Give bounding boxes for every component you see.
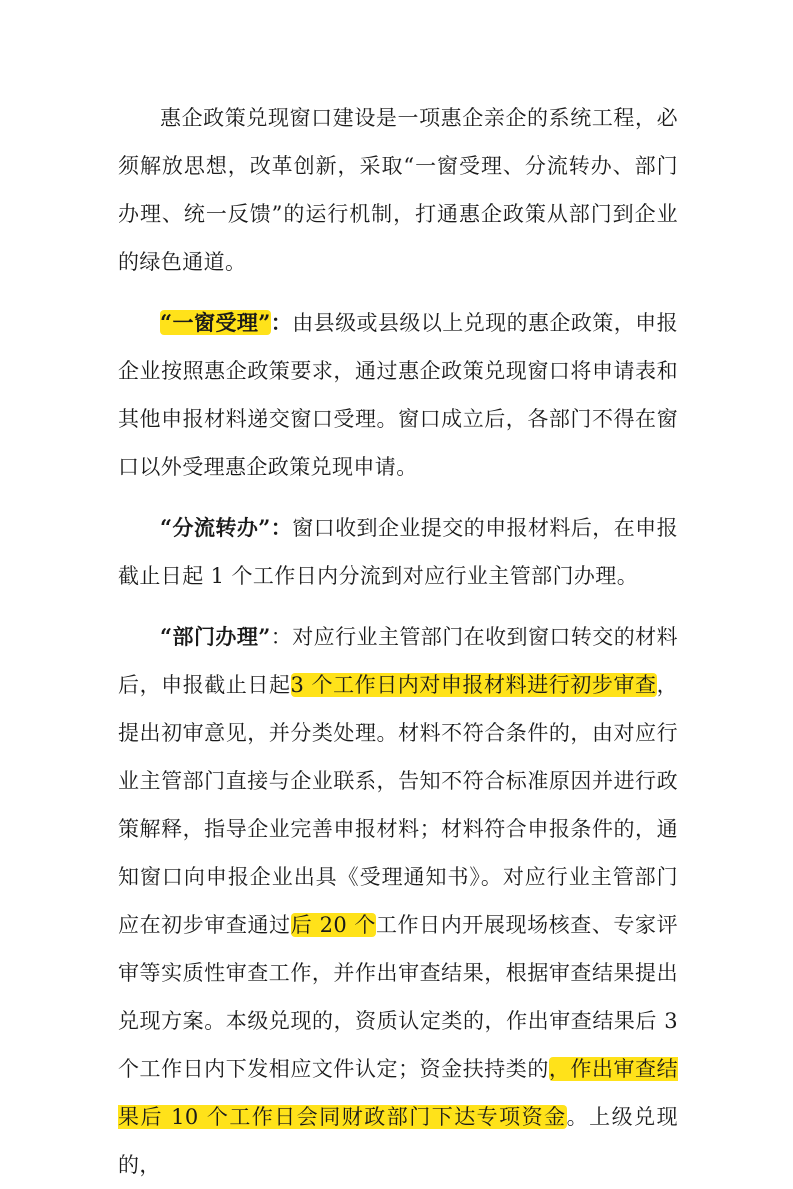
term-one-window: “一窗受理” bbox=[160, 310, 271, 335]
one-window-text: 由县级或县级以上兑现的惠企政策，申报企业按照惠企政策要求，通过惠企政策兑现窗口将申请表和其他申报材料递交窗口受理。窗口成立后，各部门不得在窗口以外受理惠企政策兑现申请。 bbox=[118, 311, 679, 479]
paragraph-department bbox=[118, 613, 678, 1189]
term-colon: ： bbox=[270, 310, 293, 335]
department-text-1: ：对应行业主管部门在收到窗口转交的材料后，申报截止日起 bbox=[118, 625, 678, 697]
document-page bbox=[118, 94, 678, 1189]
paragraph-one-window bbox=[118, 299, 678, 491]
highlight-3-days: 3 个工作日内对申报材料进行初步审查 bbox=[290, 673, 657, 697]
term-dispatch: “分流转办”： bbox=[160, 515, 293, 540]
department-text-3: 工作日内开展现场核查、专家评审等实质性审查工作，并作出审查结果，根据审查结果提出兑现方案。本级兑现的，资质认定类的，作出审查结果后 3 个工作日内下发相应文件认定；资金扶持类的 bbox=[118, 913, 678, 1081]
highlight-20-days: 后 20 个 bbox=[290, 913, 376, 937]
paragraph-intro bbox=[118, 94, 678, 286]
term-department: “部门办理” bbox=[160, 624, 271, 649]
department-text-2: ，提出初审意见，并分类处理。材料不符合条件的，由对应行业主管部门直接与企业联系，告知不符合标准原因并进行政策解释，指导企业完善申报材料；材料符合申报条件的，通知窗口向申报企业出具《受理通知书》。对应行业主管部门应在初步审查通过 bbox=[118, 673, 678, 937]
intro-text: 惠企政策兑现窗口建设是一项惠企亲企的系统工程，必须解放思想，改革创新，采取“一窗受理、分流转办、部门办理、统一反馈”的运行机制，打通惠企政策从部门到企业的绿色通道。 bbox=[118, 106, 678, 274]
department-text-4: 。上级兑现的， bbox=[118, 1105, 679, 1177]
highlight-10-days: ，作出审查结果后 10 个工作日会同财政部门下达专项资金 bbox=[118, 1057, 678, 1129]
dispatch-text: 窗口收到企业提交的申报材料后，在申报截止日起 1 个工作日内分流到对应行业主管部门办理。 bbox=[118, 516, 678, 588]
paragraph-dispatch bbox=[118, 504, 678, 600]
